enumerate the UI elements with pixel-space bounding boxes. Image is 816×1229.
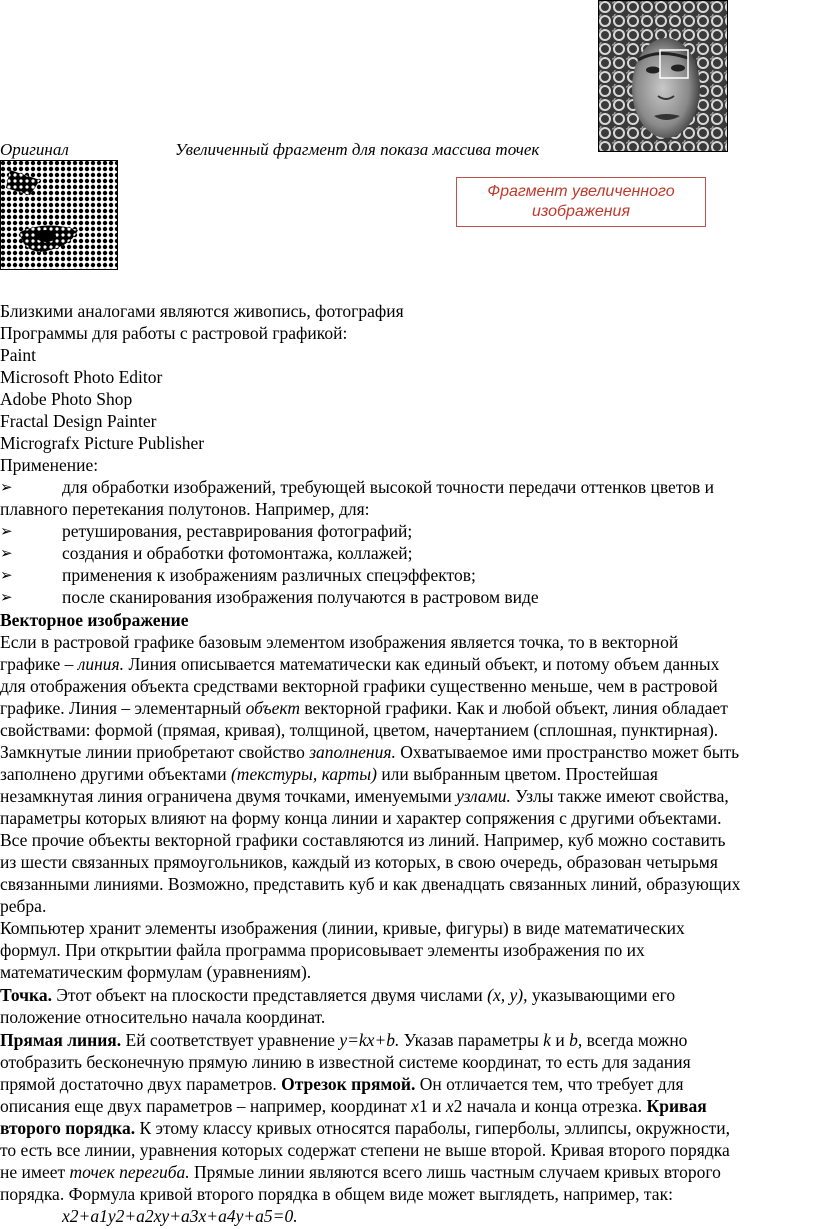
- program-item: Microsoft Photo Editor: [0, 367, 163, 387]
- paragraph-line: Если в растровой графике базовым элементом изображения является точка, то в векторной: [0, 632, 679, 652]
- paragraph-line: то есть все линии, уравнения которых содержат степени не выше второй. Кривая второго порядка: [0, 1140, 730, 1160]
- paragraph-line: незамкнутая линия ограничена двумя точками, именуемыми узлами. Узлы также имеют свойства,: [0, 786, 729, 806]
- paragraph-line: Компьютер хранит элементы изображения (линии, кривые, фигуры) в виде математических: [0, 918, 685, 938]
- paragraph-line: связанными линиями. Возможно, представить куб и как двенадцать связанных линий, образующих: [0, 874, 741, 894]
- bullet-arrow-icon: ➢: [0, 566, 13, 584]
- section-heading: Векторное изображение: [0, 610, 189, 630]
- intro-line: Близкими аналогами являются живопись, фотография: [0, 301, 404, 321]
- paragraph-line: прямой достаточно двух параметров. Отрезок прямой. Он отличается тем, что требует для: [0, 1074, 684, 1094]
- paragraph-line: свойствами: формой (прямая, кривая), толщиной, цветом, начертанием (сплошная, пунктирная).: [0, 720, 719, 740]
- bullet-arrow-icon: ➢: [0, 522, 13, 540]
- paragraph-line: формул. При открытии файла программа прорисовывает элементы изображения по их: [0, 940, 645, 960]
- paragraph-line: ребра.: [0, 896, 47, 916]
- paragraph-line: Точка. Этот объект на плоскости представляется двумя числами (x, y), указывающими его: [0, 985, 676, 1005]
- bullet-arrow-icon: ➢: [0, 588, 13, 606]
- intro-line: Применение:: [0, 455, 99, 475]
- paragraph-line: порядка. Формула кривой второго порядка в общем виде может выглядеть, например, так:: [0, 1184, 673, 1204]
- paragraph-line: не имеет точек перегиба. Прямые линии являются всего лишь частным случаем кривых второго: [0, 1162, 721, 1182]
- paragraph-line: заполнено другими объектами (текстуры, карты) или выбранным цветом. Простейшая: [0, 764, 658, 784]
- program-item: Micrografx Picture Publisher: [0, 433, 205, 453]
- intro-line: Программы для работы с растровой графикой:: [0, 323, 348, 343]
- paragraph-line: математическим формулам (уравнениям).: [0, 962, 312, 982]
- paragraph-line: для отображения объекта средствами векторной графики существенно меньше, чем в растровой: [0, 676, 718, 696]
- callout-box: Фрагмент увеличенного изображения: [456, 177, 706, 227]
- paragraph-line: параметры которых влияют на форму конца линии и характер сопряжения с другими объектами.: [0, 808, 722, 828]
- program-item: Fractal Design Painter: [0, 411, 157, 431]
- paragraph-line: отобразить бесконечную прямую линию в известной системе координат, то есть для задания: [0, 1052, 691, 1072]
- original-photo: [598, 0, 728, 152]
- caption-original: Оригинал: [0, 140, 69, 159]
- formula: x2+a1y2+a2xy+a3x+a4y+a5=0.: [62, 1206, 298, 1226]
- program-item: Adobe Photo Shop: [0, 389, 133, 409]
- paragraph-line: графике. Линия – элементарный объект векторной графики. Как и любой объект, линия обладает: [0, 698, 728, 718]
- paragraph-line: Все прочие объекты векторной графики составляются из линий. Например, куб можно составить: [0, 830, 726, 850]
- paragraph-line: Замкнутые линии приобретают свойство заполнения. Охватываемое ими пространство может быть: [0, 742, 740, 762]
- paragraph-line: графике – линия. Линия описывается математически как единый объект, и потому объем данных: [0, 654, 720, 674]
- paragraph-line: второго порядка. К этому классу кривых относятся параболы, гиперболы, эллипсы, окружности,: [0, 1118, 730, 1138]
- paragraph-line: Прямая линия. Ей соответствует уравнение y=kx+b. Указав параметры k и b, всегда можно: [0, 1030, 688, 1050]
- bullet-continuation: плавного перетекания полутонов. Например, для:: [0, 499, 370, 519]
- program-item: Paint: [0, 345, 36, 365]
- bullet-arrow-icon: ➢: [0, 478, 13, 496]
- paragraph-line: положение относительно начала координат.: [0, 1007, 326, 1027]
- zoomed-fragment-image: [0, 160, 118, 270]
- paragraph-line: описания еще двух параметров – например, координат x1 и x2 начала и конца отрезка. Кривая: [0, 1096, 707, 1116]
- caption-fragment: Увеличенный фрагмент для показа массива точек: [175, 140, 540, 159]
- bullet-arrow-icon: ➢: [0, 544, 13, 562]
- paragraph-line: из шести связанных прямоугольников, каждый из которых, в свою очередь, образован четырьмя: [0, 852, 718, 872]
